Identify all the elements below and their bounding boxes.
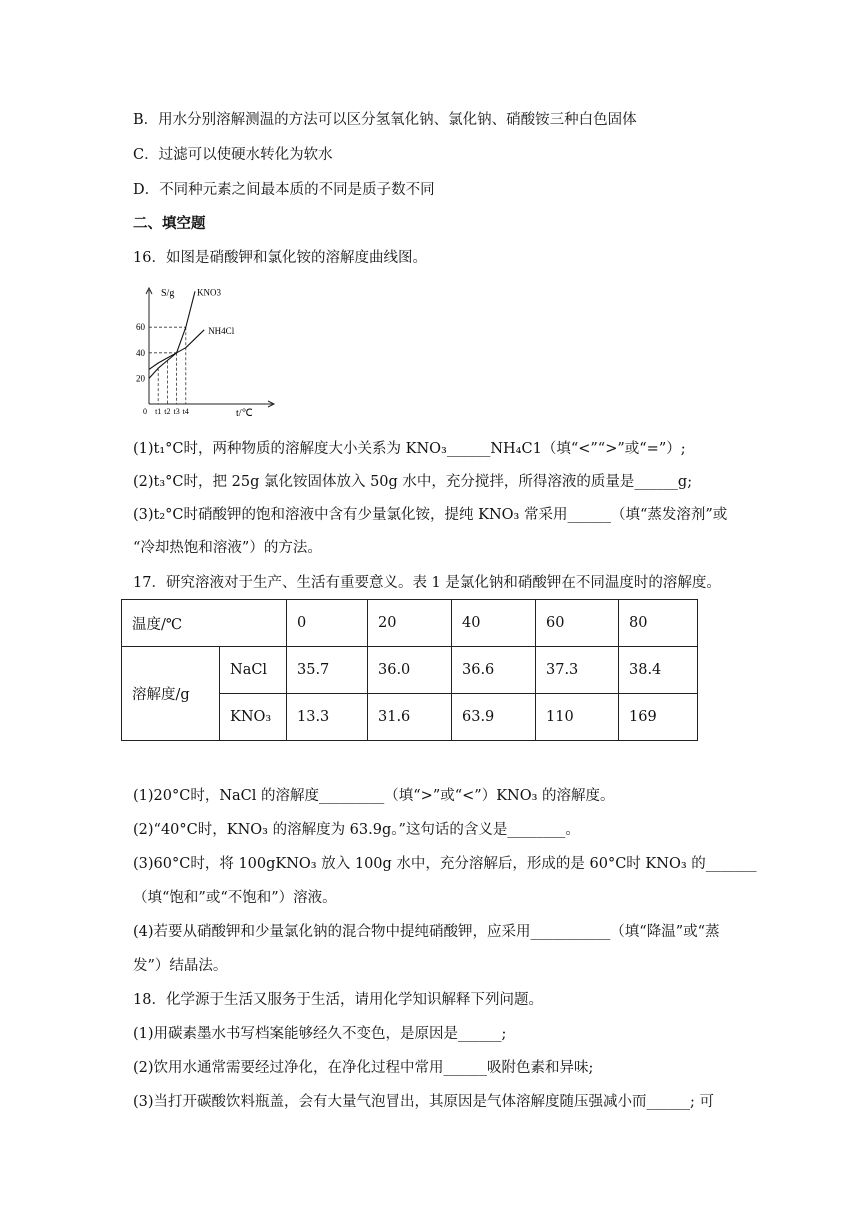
x-tick-label: t2	[164, 407, 171, 416]
q18-part3: (3)当打开碳酸饮料瓶盖，会有大量气泡冒出，其原因是气体溶解度随压强减小而______; 可	[133, 1094, 715, 1110]
q17-part4a: (4)若要从硝酸钾和少量氯化钠的混合物中提纯硝酸钾，应采用___________（填“降温”或“蒸	[133, 924, 720, 940]
table-cell: 36.0	[368, 647, 452, 694]
table-cell: 38.4	[619, 647, 698, 694]
series-label-nh4cl: NH4Cl	[208, 325, 235, 336]
solubility-header: 溶解度/g	[122, 647, 220, 741]
q17-stem: 17．研究溶液对于生产、生活有重要意义。表 1 是氯化钠和硝酸钾在不同温度时的溶解度。	[133, 575, 721, 591]
x-tick-label: t3	[173, 407, 180, 416]
y-axis-label: S/g	[161, 288, 175, 299]
solubility-chart	[128, 282, 288, 422]
y-tick-label: 40	[136, 347, 145, 358]
table-cell: 37.3	[536, 647, 619, 694]
q17-part4b: 发”）结晶法。	[133, 958, 228, 974]
table-cell: 80	[619, 600, 698, 647]
q16-part2: (2)t₃°C时，把 25g 氯化铵固体放入 50g 水中，充分搅拌，所得溶液的质量是______g;	[133, 474, 693, 490]
q16-stem: 16．如图是硝酸钾和氯化铵的溶解度曲线图。	[133, 250, 427, 266]
y-tick-label: 20	[136, 373, 145, 384]
table-cell: 0	[287, 600, 368, 647]
q16-part3a: (3)t₂°C时硝酸钾的饱和溶液中含有少量氯化铵，提纯 KNO₃ 常采用______（填“蒸发溶剂”或	[133, 507, 728, 523]
section-title: 二、填空题	[133, 215, 206, 232]
table-cell: 40	[452, 600, 536, 647]
option-c: C．过滤可以使硬水转化为软水	[133, 147, 333, 163]
chart-labels	[136, 287, 253, 419]
table-cell: 31.6	[368, 694, 452, 741]
table-cell: 63.9	[452, 694, 536, 741]
series-line-kno3	[149, 291, 195, 378]
option-b: B．用水分别溶解测温的方法可以区分氢氧化钠、氯化钠、硝酸铵三种白色固体	[133, 112, 637, 128]
table-row	[122, 600, 698, 647]
y-tick-label: 60	[136, 322, 145, 333]
series-label-kno3: KNO3	[197, 287, 221, 298]
solubility-table	[121, 599, 698, 741]
table-cell: 36.6	[452, 647, 536, 694]
table-cell: NaCl	[220, 647, 287, 694]
table-row	[122, 647, 698, 694]
q17-part3a: (3)60°C时，将 100gKNO₃ 放入 100g 水中，充分溶解后，形成的是 60°C时 KNO₃ 的_______	[133, 856, 757, 872]
q17-part2: (2)“40°C时，KNO₃ 的溶解度为 63.9g。”这句话的含义是________。	[133, 822, 580, 838]
table-cell: KNO₃	[220, 694, 287, 741]
option-d: D．不同种元素之间最本质的不同是质子数不同	[133, 182, 435, 198]
q16-part3b: “冷却热饱和溶液”）的方法。	[133, 540, 322, 556]
table-cell: 110	[536, 694, 619, 741]
table-cell: 35.7	[287, 647, 368, 694]
q17-part3b: （填“饱和”或“不饱和”）溶液。	[133, 890, 337, 906]
table-cell: 20	[368, 600, 452, 647]
x-tick-label: t4	[182, 407, 189, 416]
table-cell: 13.3	[287, 694, 368, 741]
q18-part1: (1)用碳素墨水书写档案能够经久不变色，是原因是______;	[133, 1026, 507, 1042]
table-cell: 169	[619, 694, 698, 741]
x-axis-label: t/℃	[236, 408, 253, 419]
x-tick-label: t1	[155, 407, 162, 416]
q18-part2: (2)饮用水通常需要经过净化，在净化过程中常用______吸附色素和异味;	[133, 1060, 594, 1076]
chart-axes	[146, 288, 274, 407]
temp-header: 温度/℃	[122, 600, 287, 647]
q18-stem: 18．化学源于生活又服务于生活，请用化学知识解释下列问题。	[133, 992, 543, 1008]
q16-part1: (1)t₁°C时，两种物质的溶解度大小关系为 KNO₃______NH₄C1（填“<”“>”或“=”）;	[133, 441, 686, 457]
q17-part1: (1)20°C时，NaCl 的溶解度_________（填“>”或“<”）KNO₃ 的溶解度。	[133, 788, 615, 804]
table-cell: 60	[536, 600, 619, 647]
x-tick-label: 0	[143, 407, 147, 416]
